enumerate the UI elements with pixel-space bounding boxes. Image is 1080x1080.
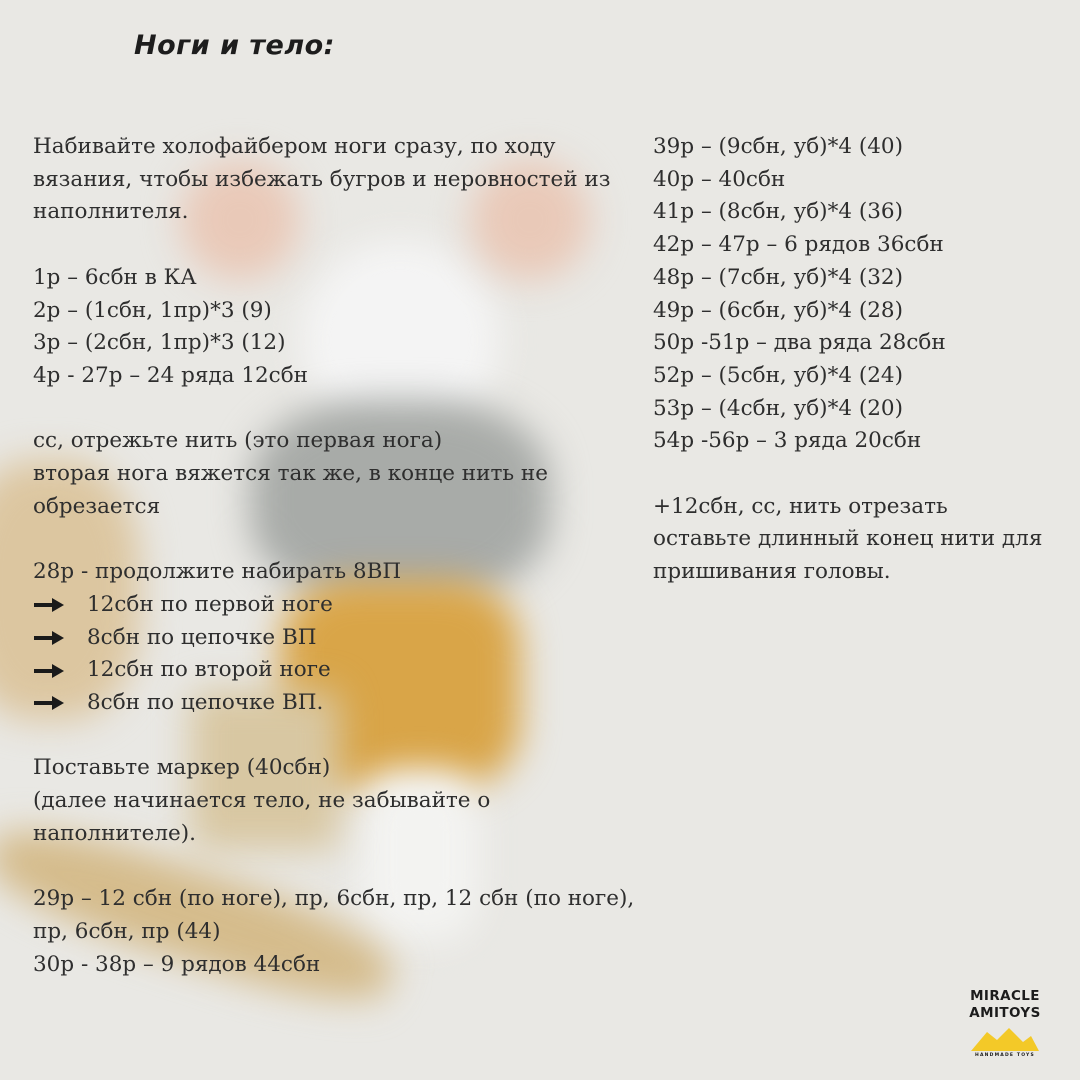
arrow-right-icon	[33, 663, 87, 679]
text-line: оставьте длинный конец нити для	[653, 526, 1043, 552]
row-instruction: 50р -51р – два ряда 28сбн	[653, 330, 946, 356]
arrow-step	[33, 622, 643, 655]
arrow-right-icon	[33, 630, 87, 646]
logo-line: MIRACLE	[970, 988, 1040, 1004]
step-text: 8сбн по цепочке ВП.	[87, 689, 324, 715]
step-text: 12сбн по второй ноге	[87, 657, 331, 683]
row-instruction: 40р – 40сбн	[653, 166, 786, 192]
row-instruction: пр, 6сбн, пр (44)	[33, 918, 221, 944]
text-line: (далее начинается тело, не забывайте о	[33, 788, 491, 813]
text-line: Набивайте холофайбером ноги сразу, по ходу	[33, 134, 556, 159]
right-column	[653, 131, 1063, 589]
text-line: наполнителя.	[33, 199, 189, 225]
brand-logo	[963, 988, 1047, 1072]
logo-tagline: HANDMADE TOYS	[975, 1053, 1035, 1058]
row-instruction: 52р – (5сбн, уб)*4 (24)	[653, 362, 903, 388]
arrow-step	[33, 654, 643, 687]
row-instruction: 49р – (6сбн, уб)*4 (28)	[653, 297, 903, 323]
text-line: вторая нога вяжется так же, в конце нить не	[33, 461, 548, 486]
text-line: обрезается	[33, 493, 161, 519]
row-instruction: 28р - продолжите набирать 8ВП	[33, 559, 402, 585]
row-instruction: 42р – 47р – 6 рядов 36сбн	[653, 232, 944, 258]
text-line: наполнителе).	[33, 820, 196, 846]
arrow-right-icon	[33, 695, 87, 711]
text-line: Поставьте маркер (40сбн)	[33, 755, 331, 781]
text-line: сс, отрежьте нить (это первая нога)	[33, 428, 443, 454]
text-line: пришивания головы.	[653, 559, 891, 585]
row-instruction: 1р – 6сбн в КА	[33, 264, 197, 290]
row-instruction: 4р - 27р – 24 ряда 12сбн	[33, 362, 308, 388]
text-line: +12сбн, сс, нить отрезать	[653, 493, 948, 519]
text-line: вязания, чтобы избежать бугров и неровностей из	[33, 166, 611, 192]
row-instruction: 3р – (2сбн, 1пр)*3 (12)	[33, 330, 286, 356]
mountain-logo-icon	[969, 1026, 1041, 1052]
row-instruction: 54р -56р – 3 ряда 20сбн	[653, 428, 922, 454]
page-title: Ноги и тело:	[134, 30, 335, 61]
row-instruction: 2р – (1сбн, 1пр)*3 (9)	[33, 297, 272, 323]
row-instruction: 30р - 38р – 9 рядов 44сбн	[33, 951, 321, 977]
row-instruction: 29р – 12 сбн (по ноге), пр, 6сбн, пр, 12 сбн (по ноге),	[33, 886, 635, 912]
row-instruction: 39р – (9сбн, уб)*4 (40)	[653, 134, 903, 159]
step-text: 8сбн по цепочке ВП	[87, 624, 317, 650]
row-instruction: 41р – (8сбн, уб)*4 (36)	[653, 199, 903, 225]
left-column	[33, 131, 643, 981]
row-instruction: 53р – (4сбн, уб)*4 (20)	[653, 395, 903, 421]
arrow-step	[33, 687, 643, 720]
logo-line: AMITOYS	[969, 1005, 1041, 1021]
step-text: 12сбн по первой ноге	[87, 591, 333, 617]
row-instruction: 48р – (7сбн, уб)*4 (32)	[653, 264, 903, 290]
arrow-step	[33, 589, 643, 622]
arrow-right-icon	[33, 597, 87, 613]
